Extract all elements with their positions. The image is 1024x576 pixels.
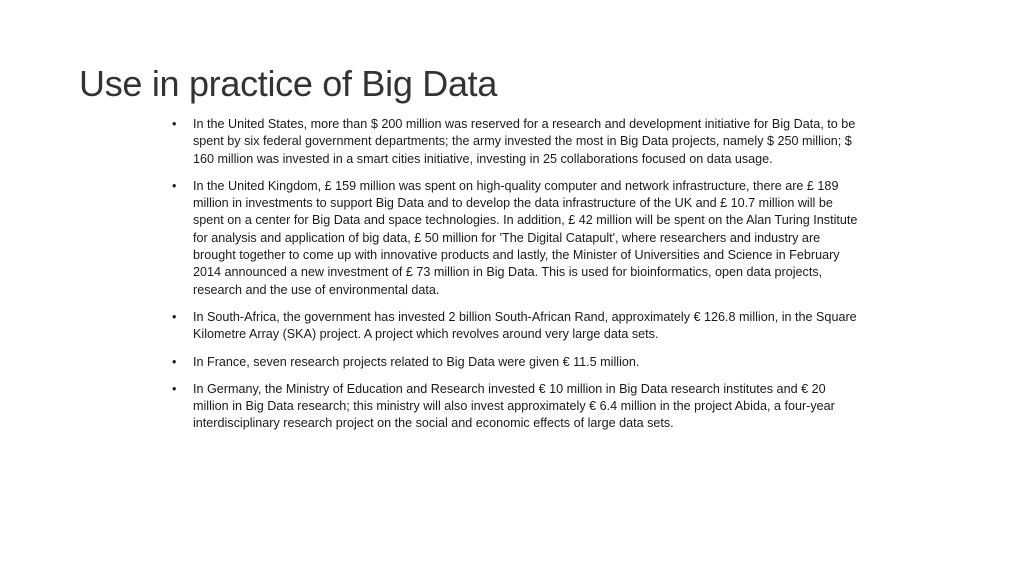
bullet-list — [172, 116, 862, 443]
bullet-item-south-africa — [172, 309, 862, 344]
bullet-item-united-states — [172, 116, 862, 168]
bullet-item-germany — [172, 381, 862, 433]
bullet-text: In South-Africa, the government has invested 2 billion South-African Rand, approximately € 126.8 million, in the Square Kilometre Array (SKA) project. A project which revolves around very large data sets. — [193, 309, 857, 342]
bullet-text: In France, seven research projects related to Big Data were given € 11.5 million. — [193, 354, 640, 369]
bullet-item-united-kingdom — [172, 178, 862, 299]
bullet-item-france — [172, 354, 862, 371]
slide-title: Use in practice of Big Data — [79, 63, 498, 104]
bullet-dot-icon: • — [172, 309, 177, 324]
bullet-dot-icon: • — [172, 381, 177, 396]
bullet-text: In the United States, more than $ 200 million was reserved for a research and development initiative for Big Data, to be spent by six federal government departments; the army invested the most in Big Data projects, namely $ 250 million; $ 160 million was invested in a smart cities initiative, investing in 25 collaborations focused on data usage. — [193, 117, 856, 166]
bullet-dot-icon: • — [172, 178, 177, 193]
bullet-dot-icon: • — [172, 354, 177, 369]
bullet-text: In the United Kingdom, £ 159 million was spent on high-quality computer and network infrastructure, there are £ 189 million in investments to support Big Data and to develop the data infrastructure of the UK and £ 10.7 million will be spent on a center for Big Data and space technologies. In addition, £ 42 million will be spent on the Alan Turing Institute for analysis and application of big data, £ 50 million for 'The Digital Catapult', where researchers and industry are brought together to come up with innovative products and lastly, the Minister of Universities and Science in February 2014 announced a new investment of £ 73 million in Big Data. This is used for bioinformatics, open data projects, research and the use of environmental data. — [193, 178, 858, 297]
bullet-dot-icon: • — [172, 117, 177, 131]
bullet-text: In Germany, the Ministry of Education and Research invested € 10 million in Big Data research institutes and € 20 million in Big Data research; this ministry will also invest approximately € 6.4 million in the project Abida, a four-year interdisciplinary research project on the social and economic effects of large data sets. — [193, 381, 835, 431]
